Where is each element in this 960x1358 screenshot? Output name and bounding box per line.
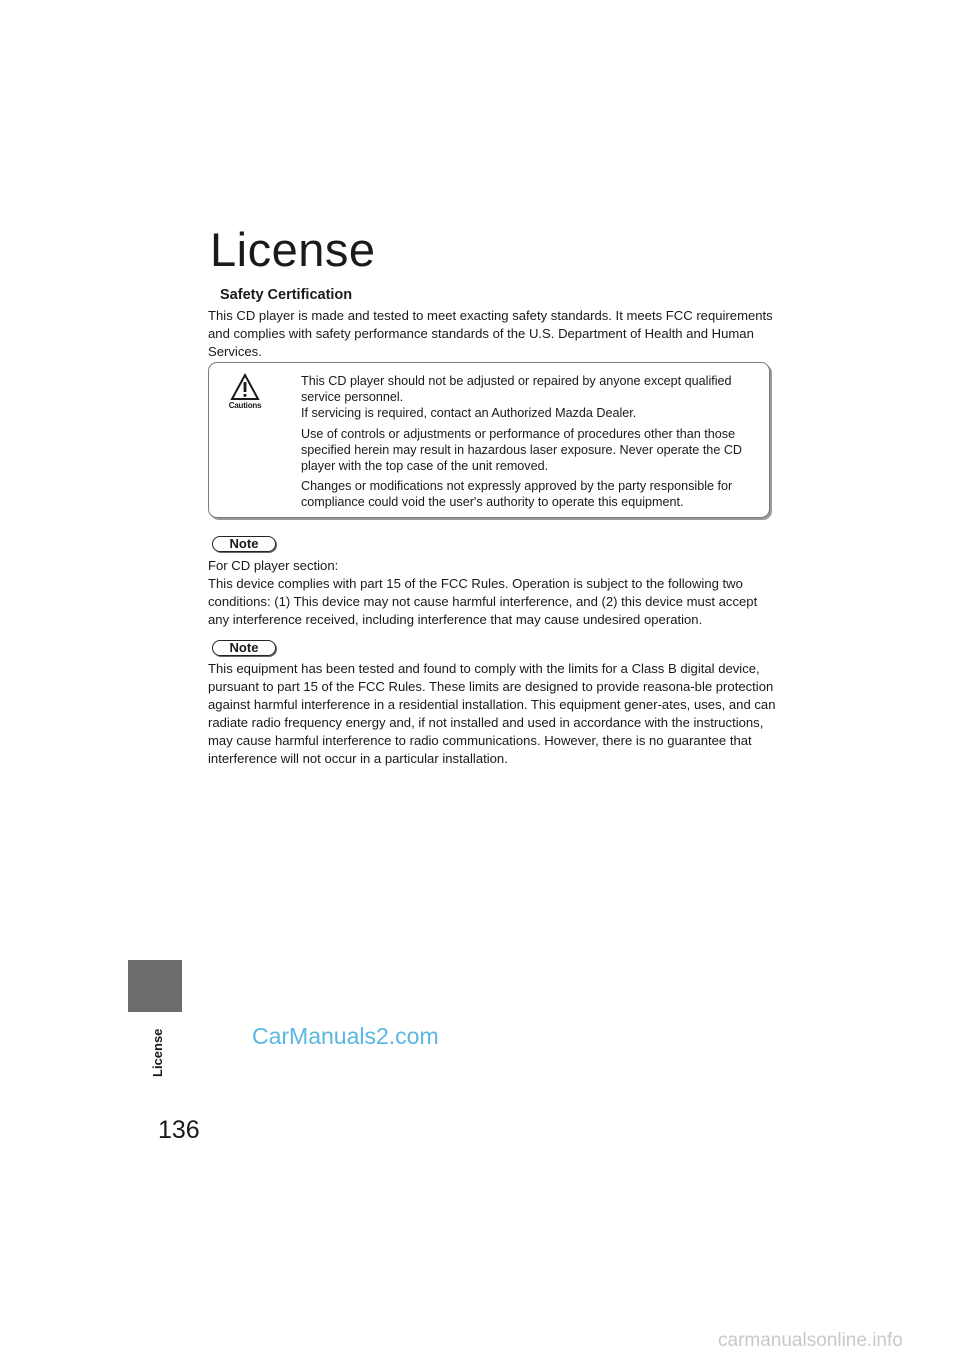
watermark-carmanualsonline[interactable]: carmanualsonline.info <box>718 1330 903 1351</box>
page-number: 136 <box>158 1116 200 1144</box>
safety-intro-paragraph: This CD player is made and tested to meet exacting safety standards. It meets FCC requirements and complies with safety performance standards of the U.S. Department of Health and Human Services. <box>208 308 773 359</box>
caution-label: Cautions <box>228 401 262 410</box>
caution-text <box>301 373 756 515</box>
side-tab-marker <box>128 960 182 1012</box>
note-paragraph-1: For CD player section: This device complies with part 15 of the FCC Rules. Operation is subject to the following two conditions: (1) This device may not cause harmful interference, and (2) this device must accept any interference received, including interference that may cause undesired operation. <box>208 558 758 627</box>
caution-paragraph-3: Changes or modifications not expressly approved by the party responsible for compliance could void the user's authority to operate this equipment. <box>301 479 733 510</box>
side-section-label: License <box>150 1028 165 1077</box>
watermark-carmanuals2[interactable]: CarManuals2.com <box>252 1023 439 1049</box>
page-title: License <box>210 223 376 276</box>
warning-triangle-icon <box>230 373 260 401</box>
note-tag-2: Note <box>212 640 276 656</box>
note-tag-1: Note <box>212 536 276 552</box>
note-paragraph-2: This equipment has been tested and found to comply with the limits for a Class B digital device, pursuant to part 15 of the FCC Rules. These limits are designed to provide reasona-ble protection against harmful interference in a residential installation. This equipment gener-ates, uses, and can radiate radio frequency energy and, if not installed and used in accordance with the instructions, may cause harmful interference to radio communications. However, there is no guarantee that interference will not occur in a particular installation. <box>208 661 776 766</box>
section-heading-safety-certification: Safety Certification <box>220 287 353 303</box>
caution-box <box>208 362 770 518</box>
caution-paragraph-1: This CD player should not be adjusted or repaired by anyone except qualified service personnel. If servicing is required, contact an Authorized Mazda Dealer. <box>301 374 732 421</box>
caution-paragraph-2: Use of controls or adjustments or performance of procedures other than those specified herein may result in hazardous laser exposure. Never operate the CD player with the top case of the unit removed. <box>301 426 743 474</box>
caution-icon-group <box>225 373 265 419</box>
